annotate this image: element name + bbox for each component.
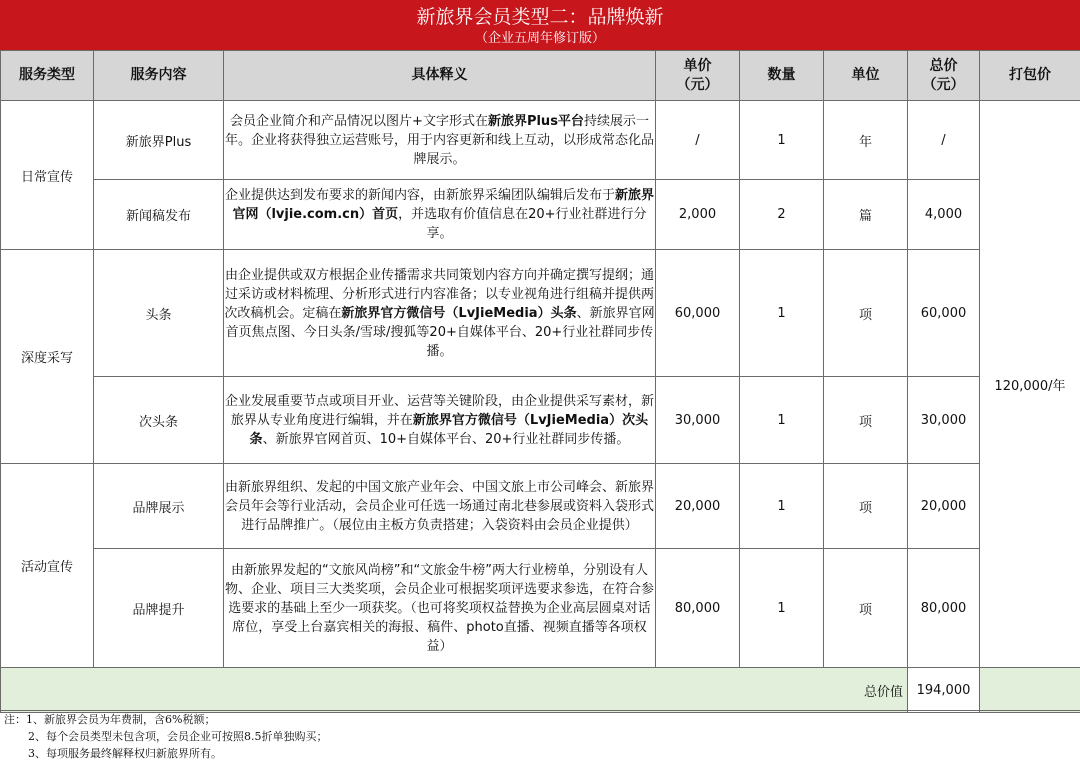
col-header-desc: 具体释义 xyxy=(224,51,656,101)
table-row xyxy=(1,250,1080,377)
note-line: 2、每个会员类型未包含项，会员企业可按照8.5折单独购买； xyxy=(0,728,1080,745)
row-unit: 项 xyxy=(824,250,908,377)
table-row xyxy=(1,180,1080,250)
col-header-qty: 数量 xyxy=(740,51,824,101)
row-qty: 1 xyxy=(740,250,824,377)
table-row xyxy=(1,464,1080,549)
document-title: 新旅界会员类型二：品牌焕新 xyxy=(0,0,1080,31)
row-price: 30,000 xyxy=(656,377,740,464)
row-qty: 1 xyxy=(740,464,824,549)
row-total: 30,000 xyxy=(908,377,980,464)
membership-table xyxy=(0,50,1080,713)
row-price: 20,000 xyxy=(656,464,740,549)
document-header xyxy=(0,0,1080,50)
col-header-unit: 单位 xyxy=(824,51,908,101)
row-price: 80,000 xyxy=(656,549,740,668)
col-header-unit-price xyxy=(656,51,740,101)
notes xyxy=(0,710,1080,767)
row-price: / xyxy=(656,101,740,180)
col-header-type: 服务类型 xyxy=(1,51,94,101)
row-unit: 篇 xyxy=(824,180,908,250)
row-unit: 项 xyxy=(824,549,908,668)
row-total: / xyxy=(908,101,980,180)
note-line: 注：1、新旅界会员为年费制，含6%税额； xyxy=(0,711,1080,728)
row-content: 头条 xyxy=(94,250,224,377)
row-desc: 由新旅界发起的“文旅风尚榜”和“文旅金牛榜”两大行业榜单，分别设有人物、企业、项目三大类奖项，会员企业可根据奖项评选要求参选，在符合参选要求的基础上至少一项获奖。（也可将奖项权益替换为企业高层圆桌对话席位，享受上台嘉宾相关的海报、稿件、photo直播、视频直播等各项权益） xyxy=(224,549,656,668)
row-desc: 由新旅界组织、发起的中国文旅产业年会、中国文旅上市公司峰会、新旅界会员年会等行业活动，会员企业可任选一场通过南北巷参展或资料入袋形式进行品牌推广。（展位由主板方负责搭建；入袋资料由会员企业提供） xyxy=(224,464,656,549)
col-header-content: 服务内容 xyxy=(94,51,224,101)
row-content: 品牌展示 xyxy=(94,464,224,549)
col-header-unit-price-l1: 单价 xyxy=(684,58,712,74)
row-content: 品牌提升 xyxy=(94,549,224,668)
row-price: 2,000 xyxy=(656,180,740,250)
group-daily: 日常宣传 xyxy=(1,101,94,250)
row-desc: 会员企业简介和产品情况以图片+文字形式在新旅界Plus平台持续展示一年。企业将获得独立运营账号，用于内容更新和线上互动，以形成常态化品牌展示。 xyxy=(224,101,656,180)
col-header-total-l1: 总价 xyxy=(930,58,958,74)
row-qty: 2 xyxy=(740,180,824,250)
row-content: 新旅界Plus xyxy=(94,101,224,180)
row-desc: 由企业提供或双方根据企业传播需求共同策划内容方向并确定撰写提纲；通过采访或材料梳理、分析形式进行内容准备；以专业视角进行组稿并提供两次改稿机会。定稿在新旅界官方微信号（LvJieMedia）头条、新旅界官网首页焦点图、今日头条/雪球/搜狐等20+自媒体平台、20+行业社群同步传播。 xyxy=(224,250,656,377)
package-price: 120,000/年 xyxy=(980,101,1080,668)
row-desc: 企业提供达到发布要求的新闻内容，由新旅界采编团队编辑后发布于新旅界官网（lvjie.com.cn）首页，并选取有价值信息在20+行业社群进行分享。 xyxy=(224,180,656,250)
table-row xyxy=(1,377,1080,464)
row-content: 新闻稿发布 xyxy=(94,180,224,250)
total-row-blank xyxy=(980,668,1080,713)
group-deep: 深度采写 xyxy=(1,250,94,464)
row-qty: 1 xyxy=(740,377,824,464)
total-row xyxy=(1,668,1080,713)
column-header-row xyxy=(1,51,1080,101)
note-line: 3、每项服务最终解释权归新旅界所有。 xyxy=(0,745,1080,762)
row-content: 次头条 xyxy=(94,377,224,464)
total-value: 194,000 xyxy=(908,668,980,713)
row-unit: 项 xyxy=(824,377,908,464)
row-total: 60,000 xyxy=(908,250,980,377)
group-event: 活动宣传 xyxy=(1,464,94,668)
row-unit: 项 xyxy=(824,464,908,549)
row-qty: 1 xyxy=(740,101,824,180)
row-unit: 年 xyxy=(824,101,908,180)
col-header-total xyxy=(908,51,980,101)
table-row xyxy=(1,549,1080,668)
row-desc: 企业发展重要节点或项目开业、运营等关键阶段，由企业提供采写素材，新旅界从专业角度进行编辑，并在新旅界官方微信号（LvJieMedia）次头条、新旅界官网首页、10+自媒体平台、20+行业社群同步传播。 xyxy=(224,377,656,464)
table-row xyxy=(1,101,1080,180)
document-subtitle: （企业五周年修订版） xyxy=(0,31,1080,47)
row-price: 60,000 xyxy=(656,250,740,377)
row-total: 20,000 xyxy=(908,464,980,549)
col-header-package: 打包价 xyxy=(980,51,1080,101)
col-header-unit-price-l2: （元） xyxy=(677,77,719,93)
col-header-total-l2: （元） xyxy=(923,77,965,93)
row-qty: 1 xyxy=(740,549,824,668)
total-label: 总价值 xyxy=(1,668,908,713)
row-total: 4,000 xyxy=(908,180,980,250)
row-total: 80,000 xyxy=(908,549,980,668)
